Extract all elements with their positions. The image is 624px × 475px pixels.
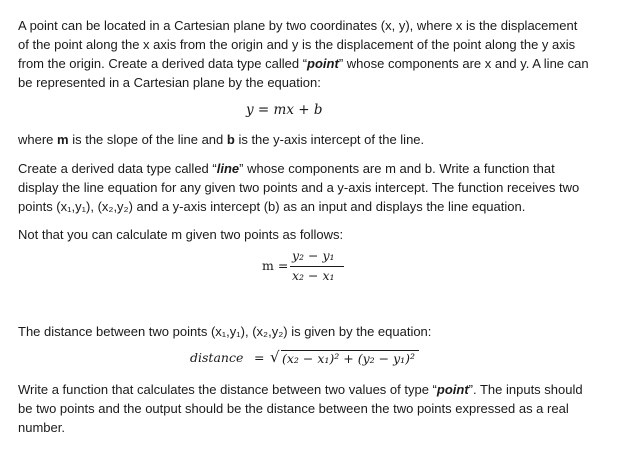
intro-text-a: A point can be located in a Cartesian plane by two coordinates (x, y), where x is the displacement of the point along the x axis from the origin and y is the displacement of the point along the y axis from the origin. Create a derived data type called “ <box>18 18 578 71</box>
distance-formula <box>190 348 430 370</box>
p3-text-a: Create a derived data type called “ <box>18 161 217 176</box>
p2-text-a: where <box>18 132 58 147</box>
line-equation: y = mx + b <box>246 102 323 118</box>
distance-function-paragraph <box>18 380 590 437</box>
slope-denominator: x₂ − x₁ <box>292 268 335 283</box>
slope-lhs: m = <box>262 258 289 273</box>
distance-radicand: (x₂ − x₁)² + (y₂ − y₁)² <box>282 351 416 366</box>
distance-equals: = <box>254 350 265 365</box>
intro-paragraph <box>18 16 590 92</box>
p3-text-b: ” whose components are m and b. Write a function that display the line equation for any given two points and a y-axis intercept. The function receives two points (x₁,y₁), (x₂,y₂) and a y-axis intercept (b) as an input and displays the line equation. <box>18 161 580 214</box>
p2-text-b: is the slope of the line and <box>68 132 227 147</box>
slope-intro-paragraph: Not that you can calculate m given two points as follows: <box>18 227 344 242</box>
point-type-name: point <box>307 56 339 71</box>
p2-text-c: is the y-axis intercept of the line. <box>234 132 425 147</box>
p6-text-b: ”. The inputs should be two points and the output should be the distance between the two points expressed as a real number. <box>18 382 583 435</box>
slope-formula <box>262 248 362 288</box>
p6-text-a: Write a function that calculates the distance between two values of type “ <box>18 382 437 397</box>
sqrt-symbol: √ <box>270 348 280 366</box>
line-type-name: line <box>216 161 240 176</box>
slope-intercept-paragraph <box>18 130 590 149</box>
slope-numerator: y₂ − y₁ <box>292 248 335 263</box>
m-bold: m <box>57 132 69 147</box>
distance-lhs: distance <box>190 350 244 365</box>
intro-text-b: ” whose components are x and y. A line can be represented in a Cartesian plane by the equation: <box>18 56 589 90</box>
b-bold: b <box>226 132 235 147</box>
distance-intro-paragraph: The distance between two points (x₁,y₁), (x₂,y₂) is given by the equation: <box>18 324 432 339</box>
point-type-name-2: point <box>436 382 469 397</box>
fraction-bar <box>290 266 344 267</box>
line-type-paragraph <box>18 159 590 216</box>
